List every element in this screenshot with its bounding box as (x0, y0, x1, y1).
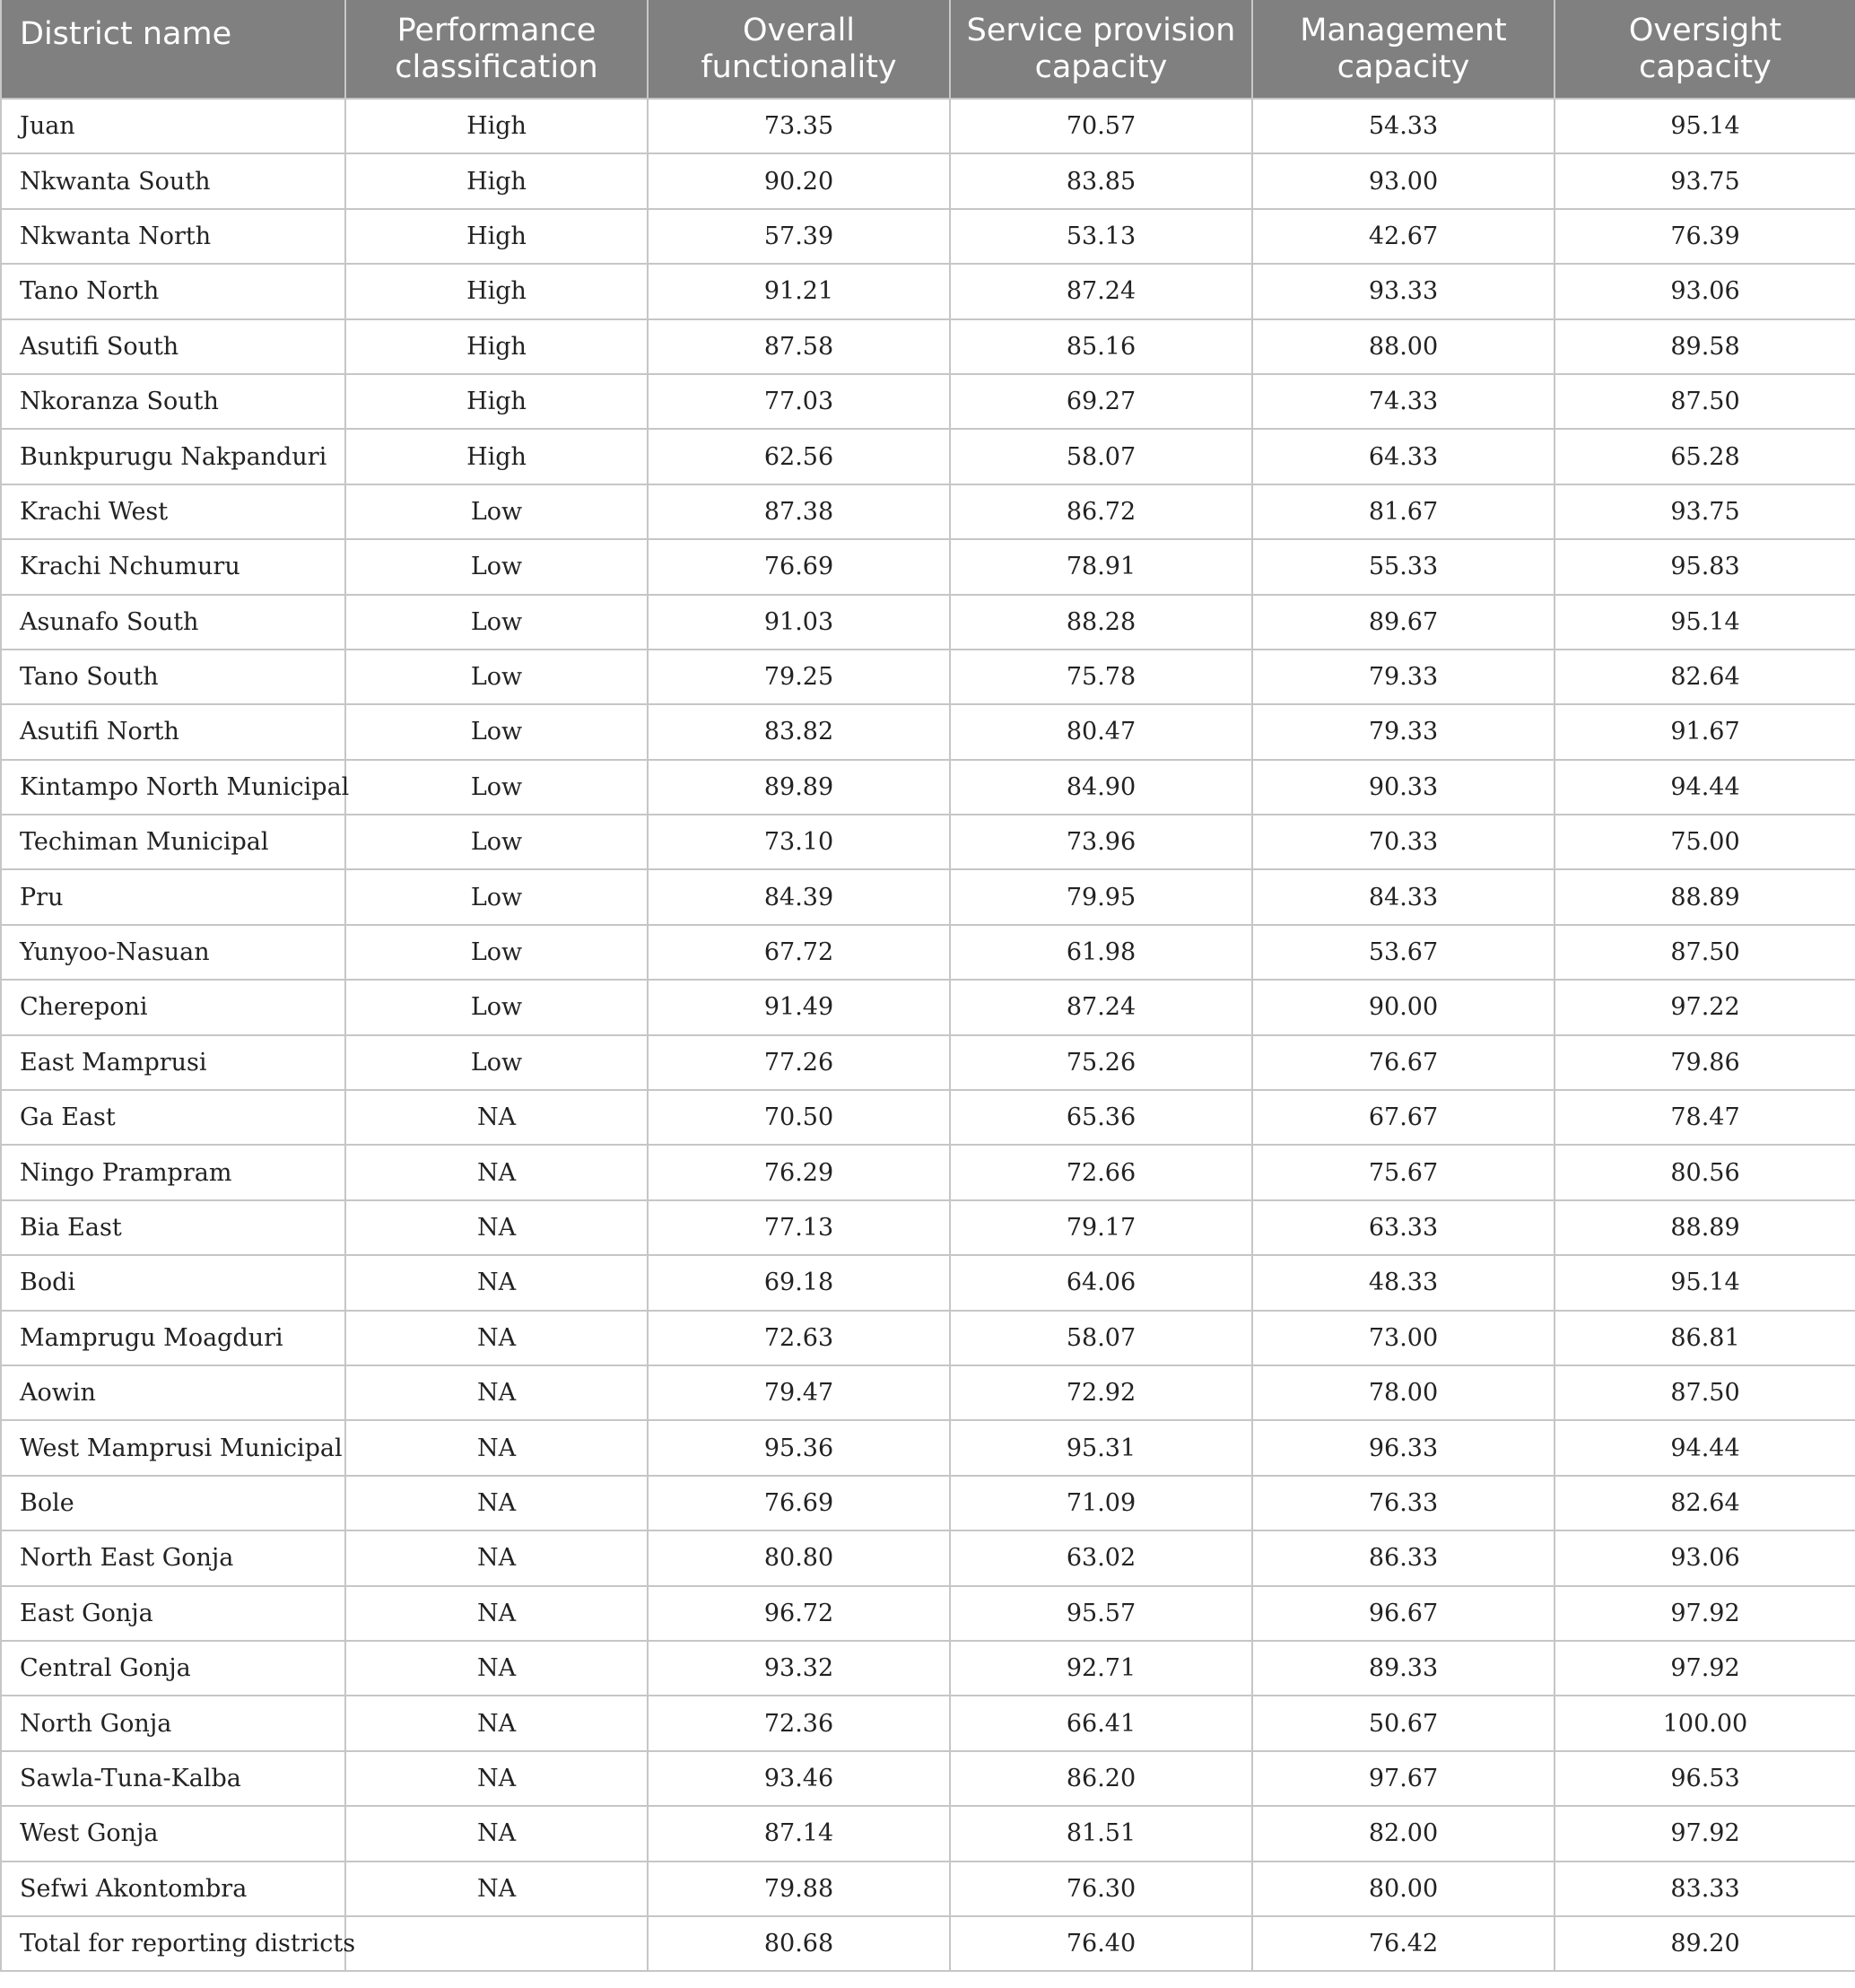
district-name-cell: Tano South (1, 650, 345, 704)
district-name-cell: East Gonja (1, 1586, 345, 1641)
management-capacity-cell: 81.67 (1252, 484, 1555, 539)
management-capacity-cell: 79.33 (1252, 704, 1555, 759)
oversight-capacity-cell: 83.33 (1555, 1862, 1855, 1916)
service-provision-capacity-cell: 95.57 (950, 1586, 1252, 1641)
district-name-cell: Nkwanta South (1, 153, 345, 208)
performance-classification-cell: Low (345, 760, 648, 815)
district-name-cell: Krachi Nchumuru (1, 539, 345, 594)
oversight-capacity-cell: 87.50 (1555, 374, 1855, 429)
performance-classification-cell: Low (345, 980, 648, 1034)
performance-classification-cell: High (345, 429, 648, 484)
performance-classification-cell: Low (345, 650, 648, 704)
oversight-capacity-cell: 89.58 (1555, 319, 1855, 374)
district-name-cell: Sawla-Tuna-Kalba (1, 1751, 345, 1806)
service-provision-capacity-cell: 83.85 (950, 153, 1252, 208)
oversight-capacity-cell: 96.53 (1555, 1751, 1855, 1806)
oversight-capacity-cell: 65.28 (1555, 429, 1855, 484)
oversight-capacity-cell: 93.06 (1555, 264, 1855, 318)
table-row (1, 704, 1855, 759)
service-provision-capacity-cell: 71.09 (950, 1476, 1252, 1530)
district-name-cell: Sefwi Akontombra (1, 1862, 345, 1916)
district-name-cell: North Gonja (1, 1696, 345, 1750)
service-provision-capacity-cell: 65.36 (950, 1090, 1252, 1145)
management-capacity-cell: 67.67 (1252, 1090, 1555, 1145)
district-name-cell: Ga East (1, 1090, 345, 1145)
management-capacity-cell: 76.67 (1252, 1035, 1555, 1090)
management-capacity-cell: 76.42 (1252, 1916, 1555, 1971)
overall-functionality-cell: 91.49 (648, 980, 950, 1034)
performance-classification-cell: NA (345, 1641, 648, 1696)
total-row (1, 1916, 1855, 1971)
oversight-capacity-cell: 93.75 (1555, 484, 1855, 539)
header-overall-functionality: Overall functionality (648, 0, 950, 99)
service-provision-capacity-cell: 95.31 (950, 1420, 1252, 1475)
overall-functionality-cell: 72.63 (648, 1311, 950, 1365)
table-row (1, 209, 1855, 264)
district-name-cell: Techiman Municipal (1, 815, 345, 869)
oversight-capacity-cell: 86.81 (1555, 1311, 1855, 1365)
district-name-cell: Central Gonja (1, 1641, 345, 1696)
district-name-cell: Kintampo North Municipal (1, 760, 345, 815)
service-provision-capacity-cell: 86.72 (950, 484, 1252, 539)
overall-functionality-cell: 80.68 (648, 1916, 950, 1971)
overall-functionality-cell: 91.03 (648, 595, 950, 650)
service-provision-capacity-cell: 66.41 (950, 1696, 1252, 1750)
oversight-capacity-cell: 95.14 (1555, 99, 1855, 153)
district-name-cell: Nkoranza South (1, 374, 345, 429)
oversight-capacity-cell: 75.00 (1555, 815, 1855, 869)
oversight-capacity-cell: 95.14 (1555, 1255, 1855, 1310)
oversight-capacity-cell: 79.86 (1555, 1035, 1855, 1090)
oversight-capacity-cell: 95.83 (1555, 539, 1855, 594)
overall-functionality-cell: 77.13 (648, 1200, 950, 1255)
service-provision-capacity-cell: 84.90 (950, 760, 1252, 815)
performance-classification-cell: High (345, 374, 648, 429)
table-row (1, 1090, 1855, 1145)
district-name-cell: North East Gonja (1, 1530, 345, 1585)
performance-classification-cell: NA (345, 1586, 648, 1641)
performance-classification-cell: Low (345, 815, 648, 869)
management-capacity-cell: 89.33 (1252, 1641, 1555, 1696)
service-provision-capacity-cell: 58.07 (950, 429, 1252, 484)
management-capacity-cell: 76.33 (1252, 1476, 1555, 1530)
overall-functionality-cell: 96.72 (648, 1586, 950, 1641)
management-capacity-cell: 89.67 (1252, 595, 1555, 650)
management-capacity-cell: 86.33 (1252, 1530, 1555, 1585)
overall-functionality-cell: 77.03 (648, 374, 950, 429)
table-row (1, 1200, 1855, 1255)
district-name-cell: Ningo Prampram (1, 1145, 345, 1199)
overall-functionality-cell: 87.58 (648, 319, 950, 374)
management-capacity-cell: 48.33 (1252, 1255, 1555, 1310)
management-capacity-cell: 50.67 (1252, 1696, 1555, 1750)
district-name-cell: East Mamprusi (1, 1035, 345, 1090)
header-row (1, 0, 1855, 99)
oversight-capacity-cell: 97.92 (1555, 1586, 1855, 1641)
table-row (1, 1365, 1855, 1420)
service-provision-capacity-cell: 75.26 (950, 1035, 1252, 1090)
service-provision-capacity-cell: 86.20 (950, 1751, 1252, 1806)
performance-classification-cell: NA (345, 1806, 648, 1861)
management-capacity-cell: 54.33 (1252, 99, 1555, 153)
performance-classification-cell: Low (345, 1035, 648, 1090)
table-row (1, 1641, 1855, 1696)
district-name-cell: Pru (1, 869, 345, 924)
management-capacity-cell: 90.33 (1252, 760, 1555, 815)
oversight-capacity-cell: 87.50 (1555, 1365, 1855, 1420)
overall-functionality-cell: 93.32 (648, 1641, 950, 1696)
management-capacity-cell: 82.00 (1252, 1806, 1555, 1861)
oversight-capacity-cell: 94.44 (1555, 760, 1855, 815)
performance-classification-cell: NA (345, 1751, 648, 1806)
performance-classification-cell: NA (345, 1365, 648, 1420)
district-name-cell: Asunafo South (1, 595, 345, 650)
management-capacity-cell: 88.00 (1252, 319, 1555, 374)
overall-functionality-cell: 57.39 (648, 209, 950, 264)
overall-functionality-cell: 79.88 (648, 1862, 950, 1916)
performance-classification-cell: NA (345, 1476, 648, 1530)
management-capacity-cell: 53.67 (1252, 925, 1555, 980)
management-capacity-cell: 55.33 (1252, 539, 1555, 594)
table-row (1, 539, 1855, 594)
table-row (1, 650, 1855, 704)
service-provision-capacity-cell: 85.16 (950, 319, 1252, 374)
management-capacity-cell: 73.00 (1252, 1311, 1555, 1365)
performance-classification-cell: NA (345, 1530, 648, 1585)
management-capacity-cell: 93.33 (1252, 264, 1555, 318)
service-provision-capacity-cell: 70.57 (950, 99, 1252, 153)
service-provision-capacity-cell: 76.30 (950, 1862, 1252, 1916)
management-capacity-cell: 75.67 (1252, 1145, 1555, 1199)
oversight-capacity-cell: 82.64 (1555, 1476, 1855, 1530)
service-provision-capacity-cell: 92.71 (950, 1641, 1252, 1696)
district-name-cell: Aowin (1, 1365, 345, 1420)
overall-functionality-cell: 69.18 (648, 1255, 950, 1310)
service-provision-capacity-cell: 78.91 (950, 539, 1252, 594)
service-provision-capacity-cell: 73.96 (950, 815, 1252, 869)
service-provision-capacity-cell: 72.92 (950, 1365, 1252, 1420)
service-provision-capacity-cell: 64.06 (950, 1255, 1252, 1310)
district-name-cell: Mamprugu Moagduri (1, 1311, 345, 1365)
district-name-cell: West Mamprusi Municipal (1, 1420, 345, 1475)
management-capacity-cell: 84.33 (1252, 869, 1555, 924)
performance-classification-cell: NA (345, 1200, 648, 1255)
table-row (1, 1035, 1855, 1090)
overall-functionality-cell: 67.72 (648, 925, 950, 980)
header-district-name: District name (1, 0, 345, 99)
table-row (1, 429, 1855, 484)
service-provision-capacity-cell: 81.51 (950, 1806, 1252, 1861)
management-capacity-cell: 74.33 (1252, 374, 1555, 429)
district-name-cell: Nkwanta North (1, 209, 345, 264)
oversight-capacity-cell: 93.06 (1555, 1530, 1855, 1585)
performance-classification-cell: NA (345, 1090, 648, 1145)
district-name-cell: West Gonja (1, 1806, 345, 1861)
oversight-capacity-cell: 93.75 (1555, 153, 1855, 208)
table-row (1, 760, 1855, 815)
service-provision-capacity-cell: 75.78 (950, 650, 1252, 704)
oversight-capacity-cell: 89.20 (1555, 1916, 1855, 1971)
oversight-capacity-cell: 76.39 (1555, 209, 1855, 264)
management-capacity-cell: 64.33 (1252, 429, 1555, 484)
oversight-capacity-cell: 97.92 (1555, 1806, 1855, 1861)
district-name-cell: Krachi West (1, 484, 345, 539)
table-row (1, 1530, 1855, 1585)
table-body (1, 99, 1855, 1971)
table-row (1, 1255, 1855, 1310)
performance-classification-cell: High (345, 209, 648, 264)
table-row (1, 484, 1855, 539)
district-name-cell: Asutifi North (1, 704, 345, 759)
table-row (1, 815, 1855, 869)
district-name-cell: Chereponi (1, 980, 345, 1034)
district-name-cell: Yunyoo-Nasuan (1, 925, 345, 980)
performance-classification-cell: High (345, 264, 648, 318)
table-row (1, 1806, 1855, 1861)
district-name-cell: Total for reporting districts (1, 1916, 345, 1971)
oversight-capacity-cell: 94.44 (1555, 1420, 1855, 1475)
overall-functionality-cell: 77.26 (648, 1035, 950, 1090)
table-row (1, 925, 1855, 980)
table-row (1, 1145, 1855, 1199)
service-provision-capacity-cell: 61.98 (950, 925, 1252, 980)
overall-functionality-cell: 76.29 (648, 1145, 950, 1199)
table-row (1, 264, 1855, 318)
oversight-capacity-cell: 100.00 (1555, 1696, 1855, 1750)
service-provision-capacity-cell: 80.47 (950, 704, 1252, 759)
header-management-capacity: Management capacity (1252, 0, 1555, 99)
performance-classification-cell: Low (345, 595, 648, 650)
table-header (1, 0, 1855, 99)
overall-functionality-cell: 62.56 (648, 429, 950, 484)
table-row (1, 869, 1855, 924)
performance-classification-cell: Low (345, 484, 648, 539)
district-name-cell: Bodi (1, 1255, 345, 1310)
overall-functionality-cell: 72.36 (648, 1696, 950, 1750)
header-oversight-capacity: Oversight capacity (1555, 0, 1855, 99)
oversight-capacity-cell: 97.92 (1555, 1641, 1855, 1696)
performance-classification-cell: High (345, 153, 648, 208)
overall-functionality-cell: 83.82 (648, 704, 950, 759)
table-row (1, 374, 1855, 429)
management-capacity-cell: 63.33 (1252, 1200, 1555, 1255)
overall-functionality-cell: 80.80 (648, 1530, 950, 1585)
management-capacity-cell: 78.00 (1252, 1365, 1555, 1420)
table-row (1, 1476, 1855, 1530)
service-provision-capacity-cell: 79.95 (950, 869, 1252, 924)
overall-functionality-cell: 93.46 (648, 1751, 950, 1806)
service-provision-capacity-cell: 72.66 (950, 1145, 1252, 1199)
oversight-capacity-cell: 88.89 (1555, 869, 1855, 924)
district-name-cell: Bunkpurugu Nakpanduri (1, 429, 345, 484)
oversight-capacity-cell: 82.64 (1555, 650, 1855, 704)
oversight-capacity-cell: 91.67 (1555, 704, 1855, 759)
performance-classification-cell: Low (345, 704, 648, 759)
table-row (1, 1862, 1855, 1916)
performance-classification-cell: NA (345, 1311, 648, 1365)
management-capacity-cell: 42.67 (1252, 209, 1555, 264)
performance-classification-cell: Low (345, 925, 648, 980)
overall-functionality-cell: 84.39 (648, 869, 950, 924)
service-provision-capacity-cell: 58.07 (950, 1311, 1252, 1365)
oversight-capacity-cell: 78.47 (1555, 1090, 1855, 1145)
district-name-cell: Tano North (1, 264, 345, 318)
performance-classification-cell: NA (345, 1145, 648, 1199)
header-performance-classification: Performance classification (345, 0, 648, 99)
overall-functionality-cell: 91.21 (648, 264, 950, 318)
performance-classification-cell (345, 1916, 648, 1971)
management-capacity-cell: 97.67 (1252, 1751, 1555, 1806)
table-row (1, 980, 1855, 1034)
overall-functionality-cell: 87.14 (648, 1806, 950, 1861)
overall-functionality-cell: 76.69 (648, 539, 950, 594)
oversight-capacity-cell: 95.14 (1555, 595, 1855, 650)
management-capacity-cell: 80.00 (1252, 1862, 1555, 1916)
table-row (1, 1751, 1855, 1806)
performance-classification-cell: High (345, 99, 648, 153)
performance-classification-cell: NA (345, 1862, 648, 1916)
district-name-cell: Asutifi South (1, 319, 345, 374)
service-provision-capacity-cell: 87.24 (950, 264, 1252, 318)
overall-functionality-cell: 70.50 (648, 1090, 950, 1145)
service-provision-capacity-cell: 63.02 (950, 1530, 1252, 1585)
district-name-cell: Juan (1, 99, 345, 153)
service-provision-capacity-cell: 79.17 (950, 1200, 1252, 1255)
service-provision-capacity-cell: 87.24 (950, 980, 1252, 1034)
table-row (1, 99, 1855, 153)
district-name-cell: Bia East (1, 1200, 345, 1255)
overall-functionality-cell: 76.69 (648, 1476, 950, 1530)
table-row (1, 595, 1855, 650)
performance-classification-cell: Low (345, 539, 648, 594)
header-service-provision-capacity: Service provision capacity (950, 0, 1252, 99)
table-row (1, 1586, 1855, 1641)
overall-functionality-cell: 89.89 (648, 760, 950, 815)
overall-functionality-cell: 79.25 (648, 650, 950, 704)
overall-functionality-cell: 87.38 (648, 484, 950, 539)
performance-classification-cell: NA (345, 1255, 648, 1310)
management-capacity-cell: 79.33 (1252, 650, 1555, 704)
performance-classification-cell: NA (345, 1696, 648, 1750)
overall-functionality-cell: 90.20 (648, 153, 950, 208)
service-provision-capacity-cell: 76.40 (950, 1916, 1252, 1971)
performance-classification-cell: NA (345, 1420, 648, 1475)
service-provision-capacity-cell: 88.28 (950, 595, 1252, 650)
performance-classification-cell: High (345, 319, 648, 374)
management-capacity-cell: 96.33 (1252, 1420, 1555, 1475)
oversight-capacity-cell: 87.50 (1555, 925, 1855, 980)
district-name-cell: Bole (1, 1476, 345, 1530)
table-row (1, 153, 1855, 208)
service-provision-capacity-cell: 69.27 (950, 374, 1252, 429)
table-row (1, 1420, 1855, 1475)
table-row (1, 1311, 1855, 1365)
oversight-capacity-cell: 80.56 (1555, 1145, 1855, 1199)
oversight-capacity-cell: 88.89 (1555, 1200, 1855, 1255)
management-capacity-cell: 93.00 (1252, 153, 1555, 208)
table-row (1, 319, 1855, 374)
management-capacity-cell: 96.67 (1252, 1586, 1555, 1641)
management-capacity-cell: 70.33 (1252, 815, 1555, 869)
performance-classification-cell: Low (345, 869, 648, 924)
table-row (1, 1696, 1855, 1750)
overall-functionality-cell: 73.10 (648, 815, 950, 869)
overall-functionality-cell: 95.36 (648, 1420, 950, 1475)
service-provision-capacity-cell: 53.13 (950, 209, 1252, 264)
overall-functionality-cell: 79.47 (648, 1365, 950, 1420)
overall-functionality-cell: 73.35 (648, 99, 950, 153)
management-capacity-cell: 90.00 (1252, 980, 1555, 1034)
oversight-capacity-cell: 97.22 (1555, 980, 1855, 1034)
